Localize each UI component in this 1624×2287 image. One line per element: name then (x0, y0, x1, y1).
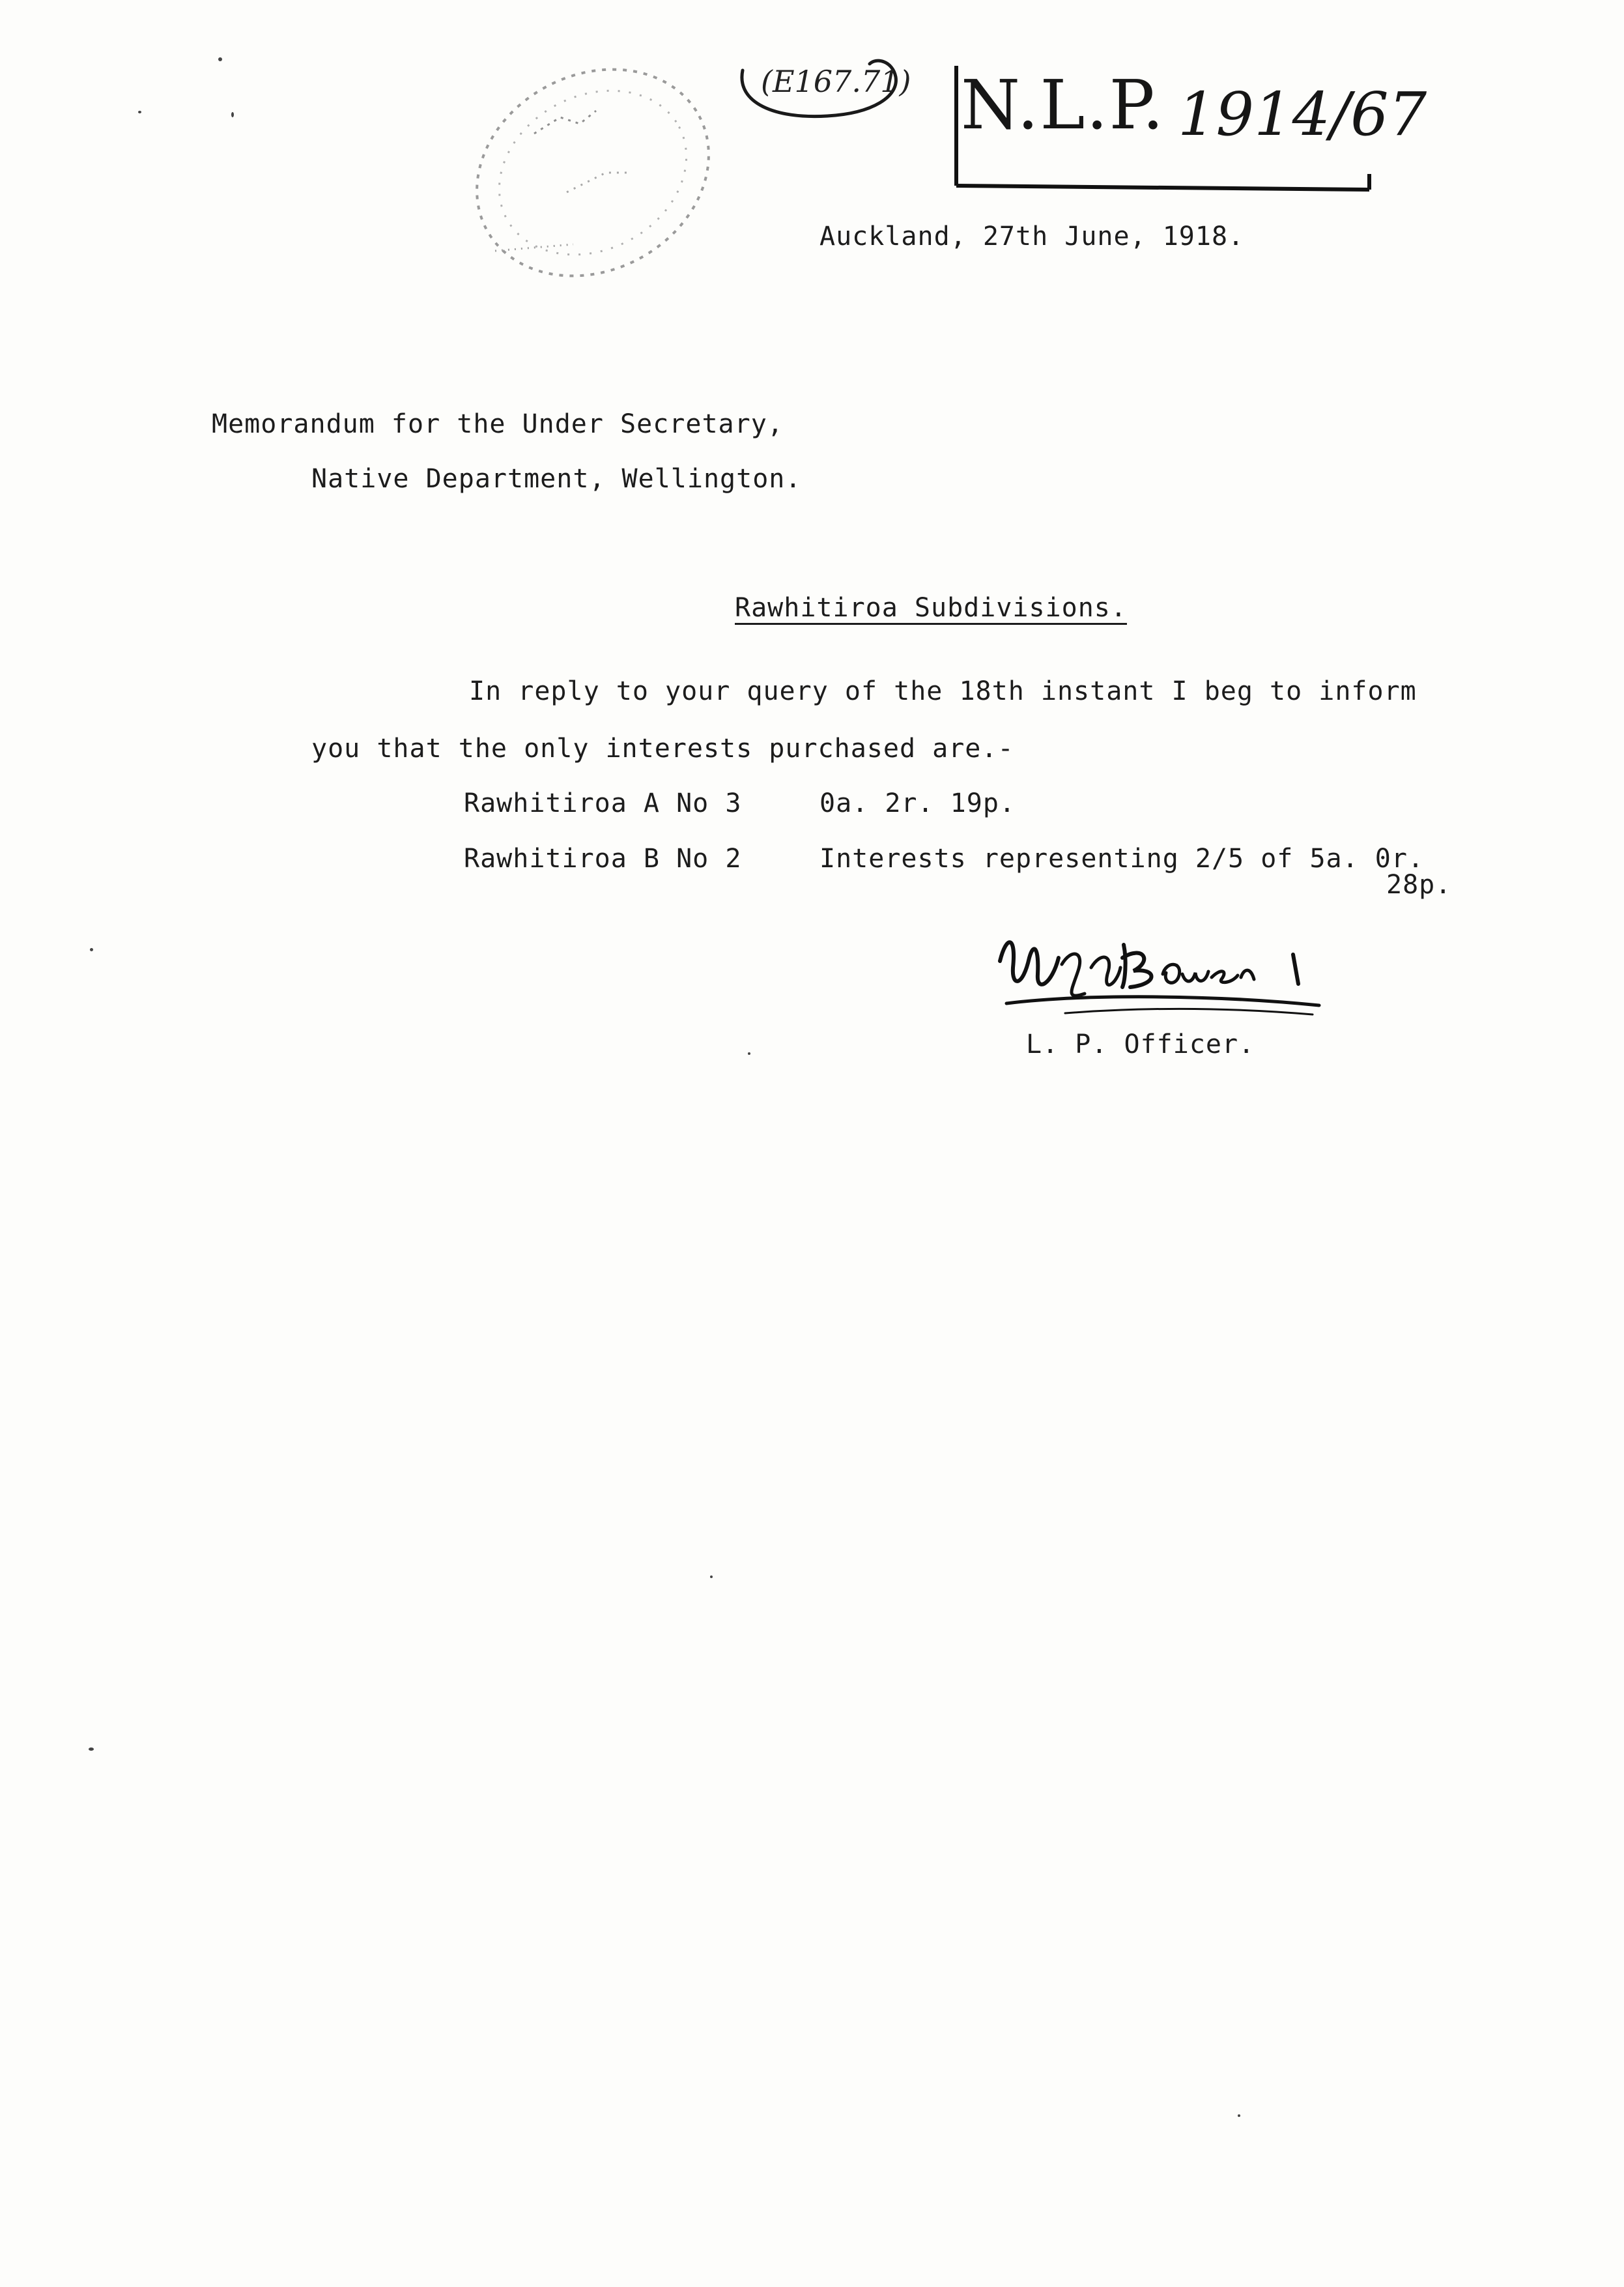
file-number: 1914/67 (1178, 79, 1427, 149)
scan-speck (710, 1575, 713, 1578)
interest-block: Rawhitiroa A No 3 (464, 788, 742, 818)
addressee-line-1: Memorandum for the Under Secretary, (212, 409, 784, 439)
received-stamp (456, 55, 736, 290)
interest-area: 0a. 2r. 19p. (819, 788, 1016, 818)
scan-speck (89, 1748, 94, 1751)
scan-speck (748, 1052, 750, 1055)
interest-block: Rawhitiroa B No 2 (464, 844, 742, 874)
scan-speck (138, 111, 141, 113)
scan-speck (1238, 2114, 1240, 2117)
addressee-line-2: Native Department, Wellington. (311, 464, 802, 494)
signatory-title: L. P. Officer. (1026, 1029, 1255, 1059)
scan-speck (218, 57, 222, 61)
subject-heading: Rawhitiroa Subdivisions. (735, 593, 1127, 623)
file-number-prefix: N.L.P. (961, 65, 1165, 145)
handwritten-signature (987, 922, 1326, 1020)
body-line-1: In reply to your query of the 18th instant I beg to inform (469, 676, 1417, 706)
date-line: Auckland, 27th June, 1918. (819, 222, 1245, 252)
scan-speck (90, 948, 93, 951)
reference-note: (E167.71) (761, 64, 911, 99)
scan-speck (231, 112, 234, 117)
interest-area: Interests representing 2/5 of 5a. 0r. (819, 844, 1425, 874)
interest-area-continued: 28p. (1386, 870, 1452, 900)
body-line-2: you that the only interests purchased are.- (311, 734, 1014, 764)
